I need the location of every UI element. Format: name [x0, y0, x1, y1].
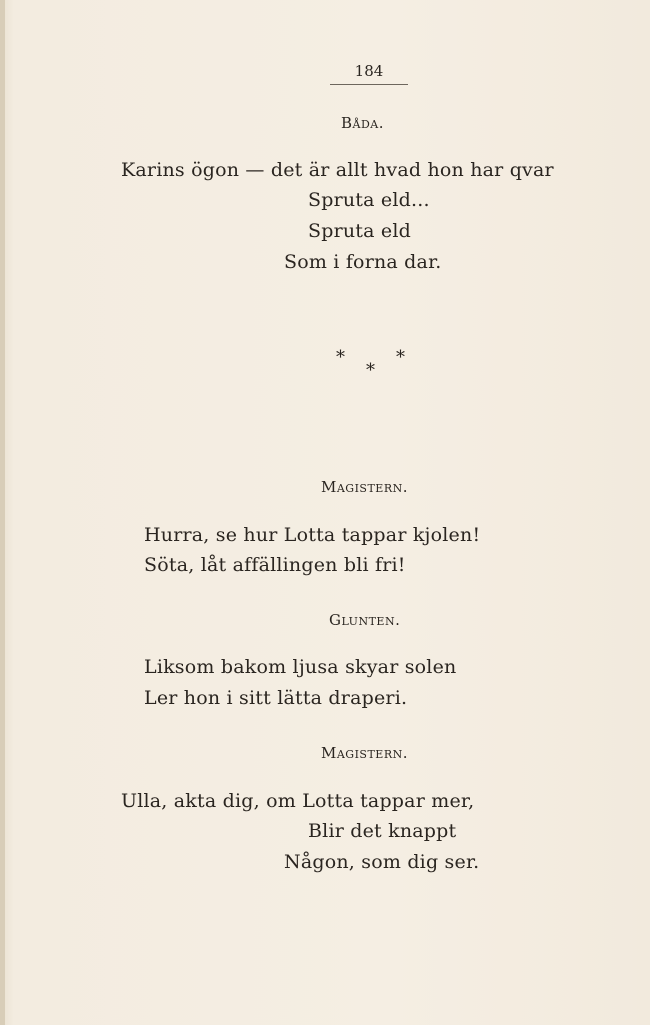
speaker-bada: Båda.	[341, 114, 384, 132]
verse-line: Spruta eld...	[308, 189, 430, 211]
separator-asterisk: *	[396, 347, 405, 368]
verse-line: Karins ögon — det är allt hvad hon har qvar	[121, 159, 554, 181]
verse-line: Ler hon i sitt lätta draperi.	[144, 687, 408, 709]
verse-line: Någon, som dig ser.	[284, 851, 480, 873]
verse-line: Hurra, se hur Lotta tappar kjolen!	[144, 524, 481, 546]
verse-line: Söta, låt affällingen bli fri!	[144, 554, 406, 576]
page-number: 184	[330, 62, 408, 85]
verse-line: Spruta eld	[308, 220, 411, 242]
verse-line: Som i forna dar.	[284, 251, 442, 273]
speaker-magistern: Magistern.	[321, 744, 409, 762]
speaker-magistern: Magistern.	[321, 478, 409, 496]
separator-asterisk: *	[366, 360, 375, 381]
verse-line: Liksom bakom ljusa skyar solen	[144, 656, 457, 678]
separator-asterisk: *	[336, 347, 345, 368]
page-edge	[0, 0, 5, 1025]
verse-line: Ulla, akta dig, om Lotta tappar mer,	[121, 790, 475, 812]
verse-line: Blir det knappt	[308, 820, 457, 842]
speaker-glunten: Glunten.	[329, 611, 401, 629]
